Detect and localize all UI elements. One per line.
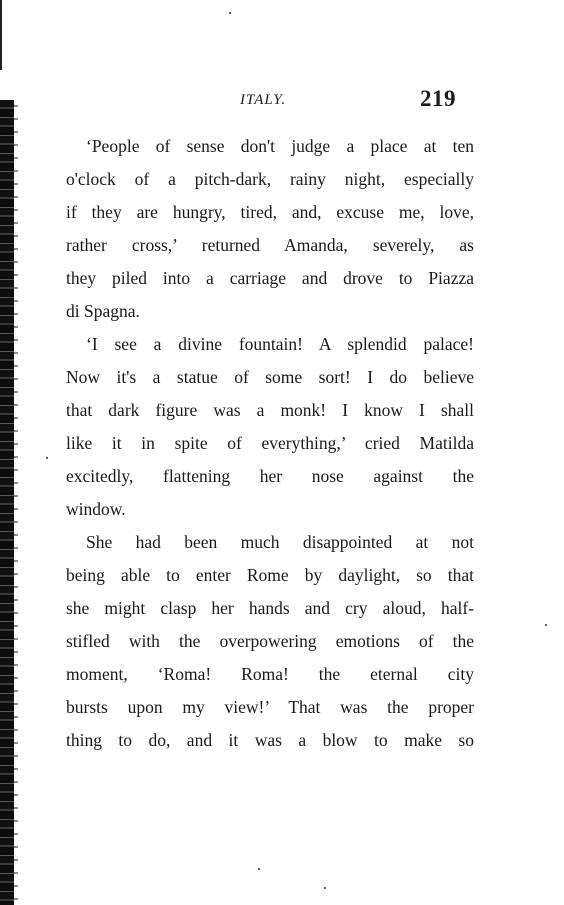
text-line: bursts upon my view!’ That was the proper (66, 697, 474, 717)
scan-speck (324, 887, 326, 889)
paragraph (66, 130, 474, 328)
text-line: like it in spite of everything,’ cried Matilda (66, 433, 474, 453)
text-line: she might clasp her hands and cry aloud, half- (66, 598, 474, 618)
scan-speck (258, 868, 260, 870)
running-title: ITALY. (240, 92, 287, 108)
text-line: being able to enter Rome by daylight, so that (66, 565, 474, 585)
running-head (0, 86, 564, 116)
text-line: moment, ‘Roma! Roma! the eternal city (66, 664, 474, 684)
text-line: ‘People of sense don't judge a place at ten (86, 136, 474, 156)
text-line: if they are hungry, tired, and, excuse me, love, (66, 202, 474, 222)
text-line: rather cross,’ returned Amanda, severely, as (66, 235, 474, 255)
text-line: they piled into a carriage and drove to Piazza (66, 268, 474, 288)
text-line: di Spagna. (66, 301, 140, 321)
binding-edge-top (0, 0, 2, 70)
scan-speck (545, 624, 547, 626)
text-line: Now it's a statue of some sort! I do believe (66, 367, 474, 387)
body-text (66, 130, 474, 757)
text-line: that dark figure was a monk! I know I shall (66, 400, 474, 420)
text-line: stifled with the overpowering emotions of the (66, 631, 474, 651)
text-line: ‘I see a divine fountain! A splendid palace! (86, 334, 474, 354)
scan-speck (229, 12, 231, 14)
text-line: She had been much disappointed at not (86, 532, 474, 552)
page-number: 219 (420, 86, 456, 111)
paragraph (66, 526, 474, 757)
text-line: excitedly, flattening her nose against the (66, 466, 474, 486)
text-line: thing to do, and it was a blow to make so (66, 730, 474, 750)
text-line: window. (66, 499, 126, 519)
scan-speck (46, 457, 48, 459)
binding-edge (0, 100, 14, 905)
text-line: o'clock of a pitch-dark, rainy night, especially (66, 169, 474, 189)
paragraph (66, 328, 474, 526)
